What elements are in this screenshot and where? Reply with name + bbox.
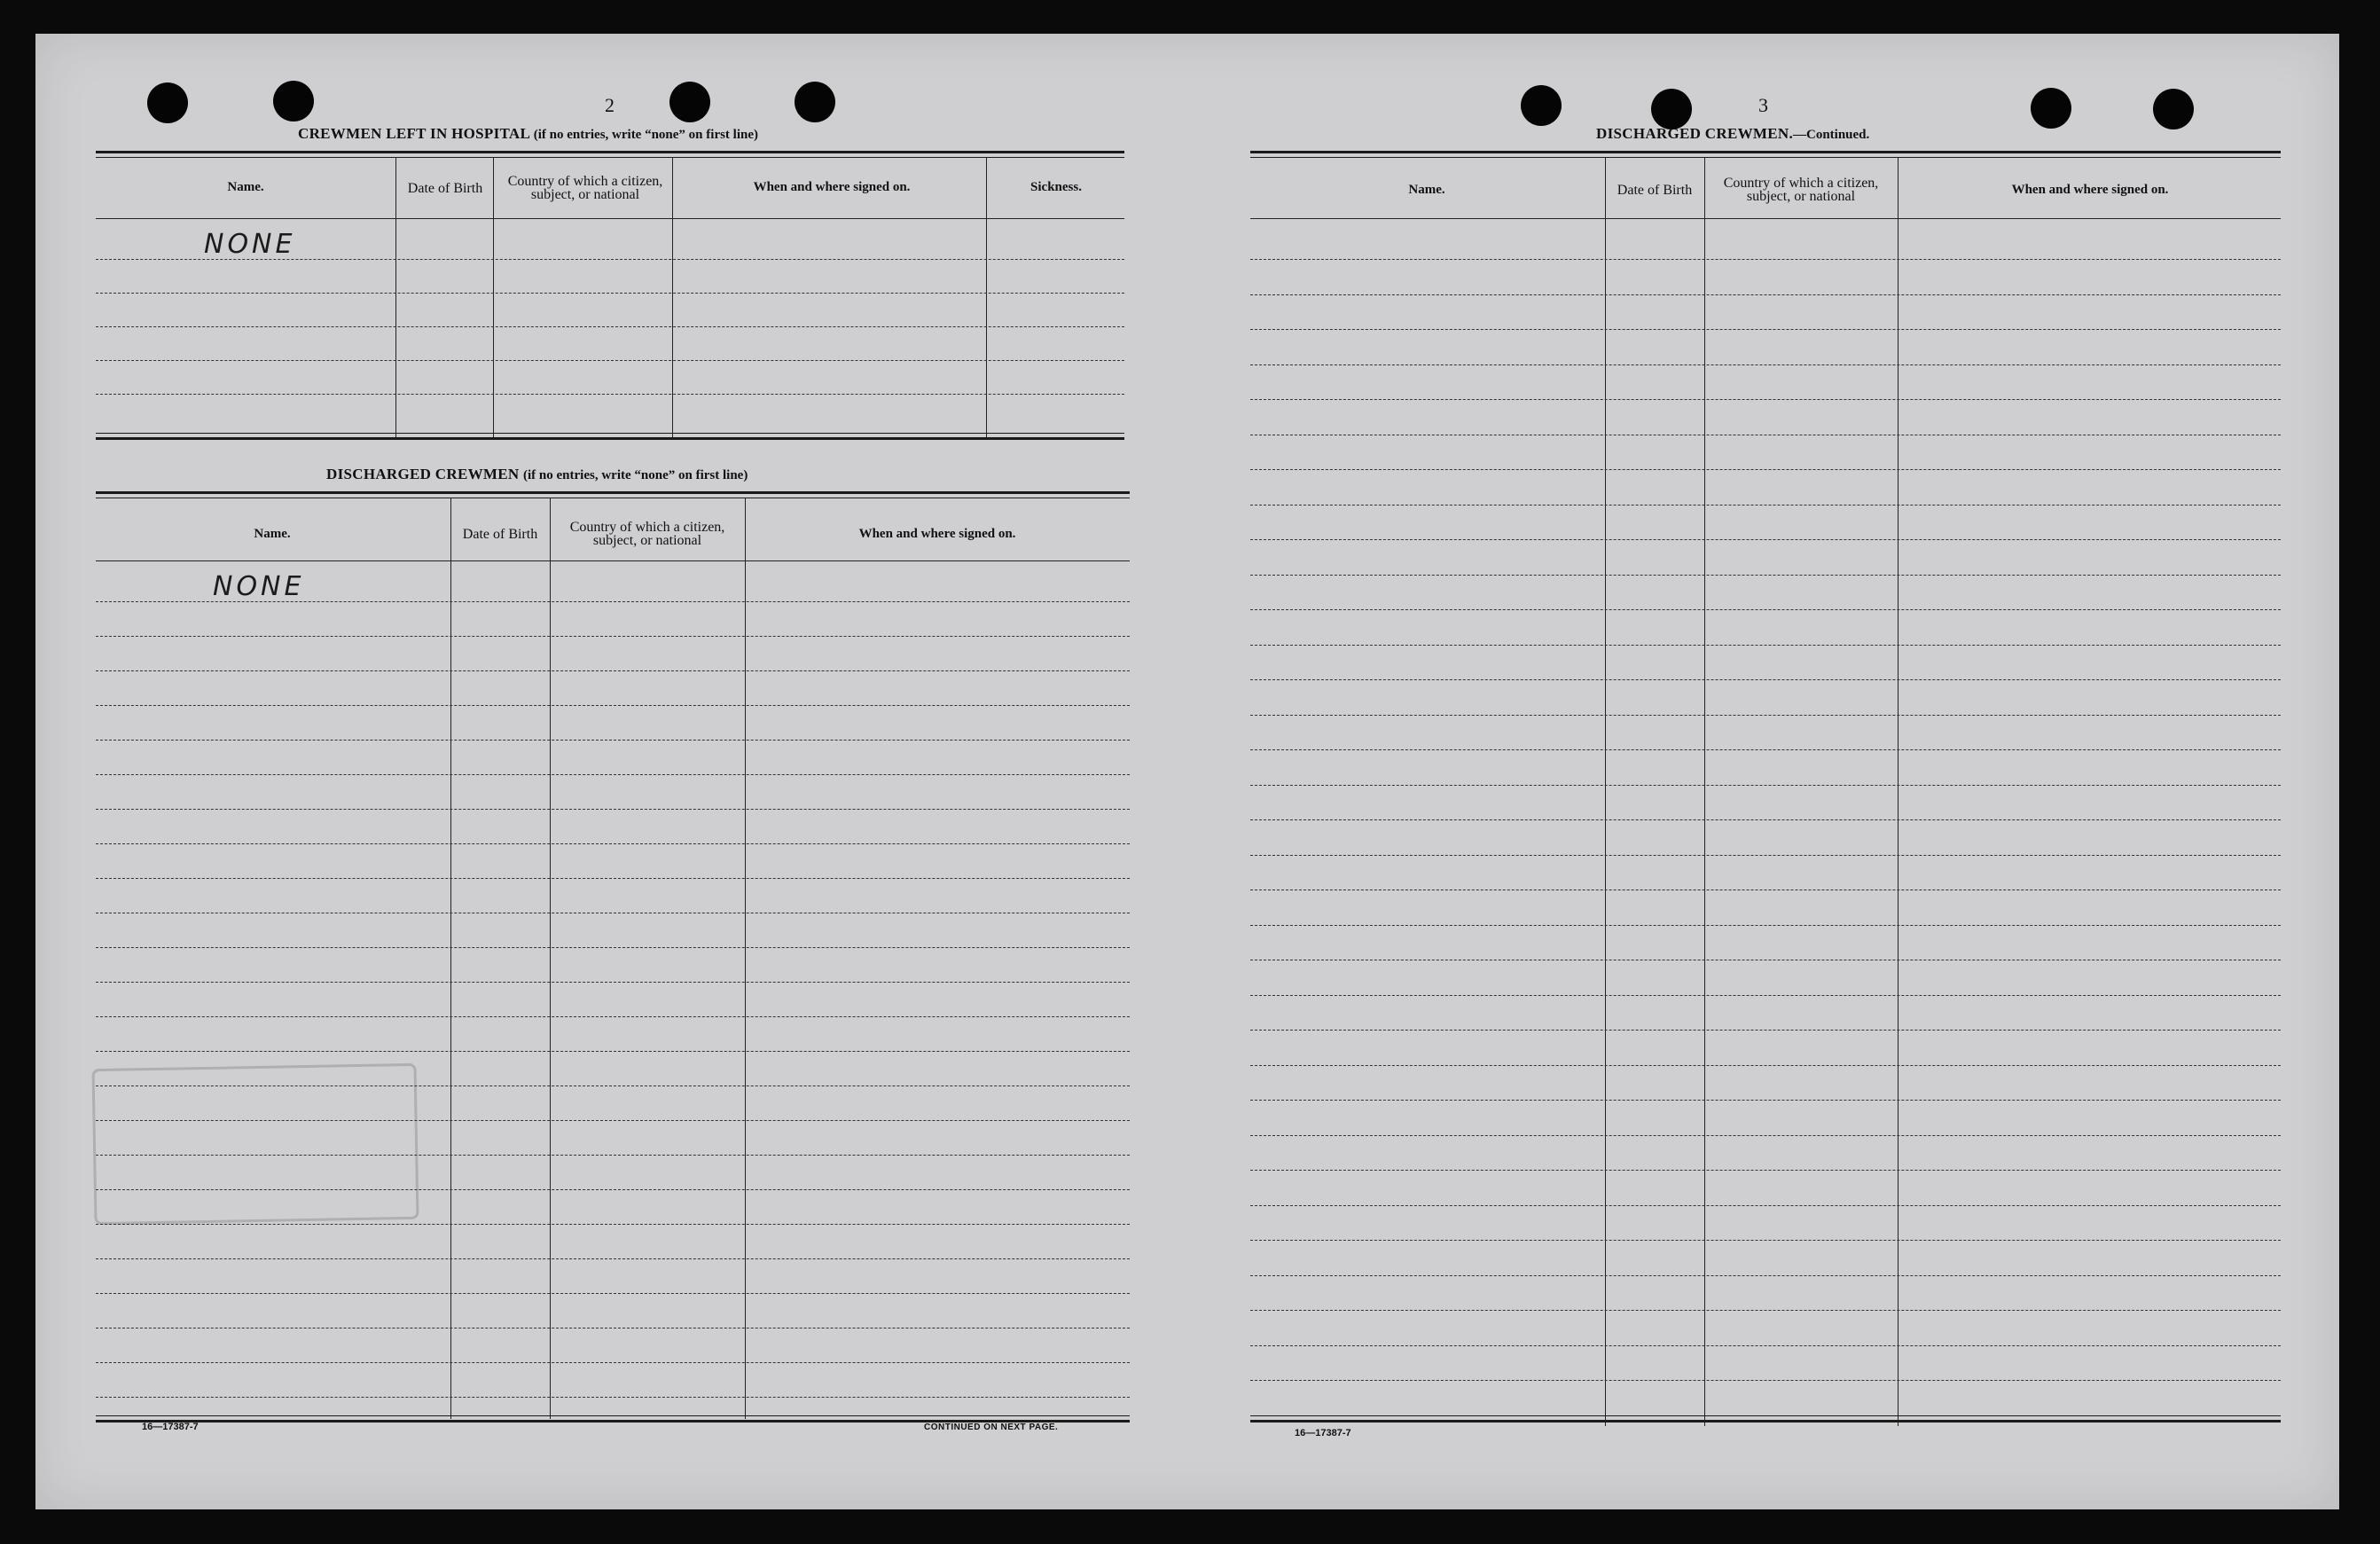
col-head-name: Name.: [227, 179, 264, 194]
entry-row-line: [1250, 539, 2281, 540]
entry-row-line: [1250, 645, 2281, 646]
entry-row-line: [1250, 329, 2281, 330]
right-subtitle-text: —Continued.: [1793, 128, 1870, 142]
entry-row-line: [1250, 1345, 2281, 1346]
col-head-dob: Date of Birth: [407, 180, 483, 196]
handwritten-entry: NONE: [204, 229, 296, 260]
column-divider: [1898, 158, 1899, 1426]
entry-row-line: [96, 1051, 1130, 1052]
col-head-signed-on: When and where signed on.: [753, 179, 911, 194]
entry-row-line: [1250, 259, 2281, 260]
header-underline: [96, 560, 1130, 561]
entry-row-line: [1250, 819, 2281, 820]
entry-row-line: [96, 636, 1130, 637]
hospital-subtitle-text: (if no entries, write “none” on first line): [533, 128, 759, 142]
entry-row-line: [1250, 995, 2281, 996]
form-code-right: 16—17387-7: [1295, 1428, 1351, 1438]
form-code-left: 16—17387-7: [142, 1422, 199, 1432]
entry-row-line: [1250, 1170, 2281, 1171]
entry-row-line: [1250, 1240, 2281, 1241]
entry-row-line: [96, 670, 1130, 671]
entry-row-line: [1250, 294, 2281, 295]
entry-row-line: [96, 843, 1130, 844]
entry-row-line: [96, 360, 1124, 361]
table-bottom-rule: [96, 1415, 1130, 1423]
discharged-table-left: [96, 491, 1130, 1423]
col-head-sickness: Sickness.: [1030, 179, 1082, 194]
entry-row-line: [1250, 399, 2281, 400]
table-bottom-rule: [1250, 1415, 2281, 1423]
entry-row-line: [96, 293, 1124, 294]
col-head-country: Country of which a citizen, subject, or national: [569, 520, 725, 548]
entry-row-line: [1250, 505, 2281, 506]
punch-hole: [1521, 85, 1562, 126]
entry-row-line: [1250, 469, 2281, 470]
col-head-signed-on: When and where signed on.: [858, 526, 1016, 541]
entry-row-line: [1250, 1205, 2281, 1206]
entry-row-line: [1250, 1310, 2281, 1311]
discharged-title-text: DISCHARGED CREWMEN: [326, 466, 520, 482]
hospital-table: [96, 151, 1124, 443]
right-section-title: [1596, 125, 1869, 143]
column-divider: [1605, 158, 1606, 1426]
column-divider: [986, 158, 987, 440]
col-head-dob: Date of Birth: [462, 526, 538, 542]
entry-row-line: [1250, 785, 2281, 786]
header-underline: [96, 218, 1124, 219]
page-number-right: 3: [1758, 94, 1768, 116]
entry-row-line: [96, 982, 1130, 983]
page-number-left: 2: [605, 94, 615, 116]
discharged-table-right: [1250, 151, 2281, 1428]
entry-row-line: [96, 947, 1130, 948]
column-divider: [1704, 158, 1705, 1426]
punch-hole: [147, 82, 188, 123]
entry-row-line: [96, 878, 1130, 879]
table-top-rule: [96, 491, 1130, 498]
entry-row-line: [1250, 715, 2281, 716]
col-head-country: Country of which a citizen, subject, or national: [1723, 176, 1879, 204]
entry-row-line: [1250, 1275, 2281, 1276]
entry-row-line: [1250, 749, 2281, 750]
entry-row-line: [96, 1224, 1130, 1225]
continued-note: CONTINUED ON NEXT PAGE.: [924, 1423, 1059, 1432]
entry-row-line: [96, 1189, 1130, 1190]
entry-row-line: [96, 1397, 1130, 1398]
punch-hole: [1651, 89, 1692, 129]
entry-row-line: [1250, 609, 2281, 610]
column-divider: [395, 158, 396, 440]
entry-row-line: [1250, 679, 2281, 680]
entry-row-line: [96, 774, 1130, 775]
entry-row-line: [1250, 925, 2281, 926]
entry-row-line: [96, 394, 1124, 395]
right-title-text: DISCHARGED CREWMEN.: [1596, 125, 1793, 142]
col-head-name: Name.: [254, 526, 291, 541]
entry-row-line: [96, 809, 1130, 810]
punch-hole: [669, 82, 710, 122]
col-head-country: Country of which a citizen, subject, or national: [507, 174, 663, 202]
entry-row-line: [96, 1258, 1130, 1259]
entry-row-line: [96, 1293, 1130, 1294]
table-bottom-rule: [96, 433, 1124, 440]
col-head-name: Name.: [1408, 182, 1445, 197]
punch-hole: [2153, 89, 2194, 129]
table-top-rule: [96, 151, 1124, 158]
table-top-rule: [1250, 151, 2281, 158]
punch-hole: [795, 82, 835, 122]
entry-row-line: [96, 1362, 1130, 1363]
entry-row-line: [96, 1016, 1130, 1017]
col-head-dob: Date of Birth: [1617, 182, 1693, 198]
column-divider: [493, 158, 494, 440]
discharged-section-title: [326, 466, 748, 483]
punch-hole: [2031, 88, 2071, 129]
header-underline: [1250, 218, 2281, 219]
entry-row-line: [1250, 575, 2281, 576]
entry-row-line: [1250, 1030, 2281, 1031]
discharged-subtitle-text: (if no entries, write “none” on first line): [523, 468, 748, 482]
entry-row-line: [96, 740, 1130, 741]
entry-row-line: [1250, 1100, 2281, 1101]
column-divider: [672, 158, 673, 440]
punch-hole: [273, 81, 314, 121]
hospital-title-text: CREWMEN LEFT IN HOSPITAL: [298, 125, 530, 142]
entry-row-line: [1250, 1380, 2281, 1381]
hospital-section-title: [298, 125, 758, 143]
entry-row-line: [1250, 1065, 2281, 1066]
entry-row-line: [1250, 1135, 2281, 1136]
entry-row-line: [1250, 855, 2281, 856]
entry-row-line: [96, 1120, 1130, 1121]
handwritten-entry: NONE: [213, 571, 305, 602]
col-head-signed-on: When and where signed on.: [2011, 182, 2169, 197]
entry-row-line: [96, 705, 1130, 706]
entry-row-line: [96, 1155, 1130, 1156]
entry-row-line: [1250, 364, 2281, 365]
entry-row-line: [96, 326, 1124, 327]
